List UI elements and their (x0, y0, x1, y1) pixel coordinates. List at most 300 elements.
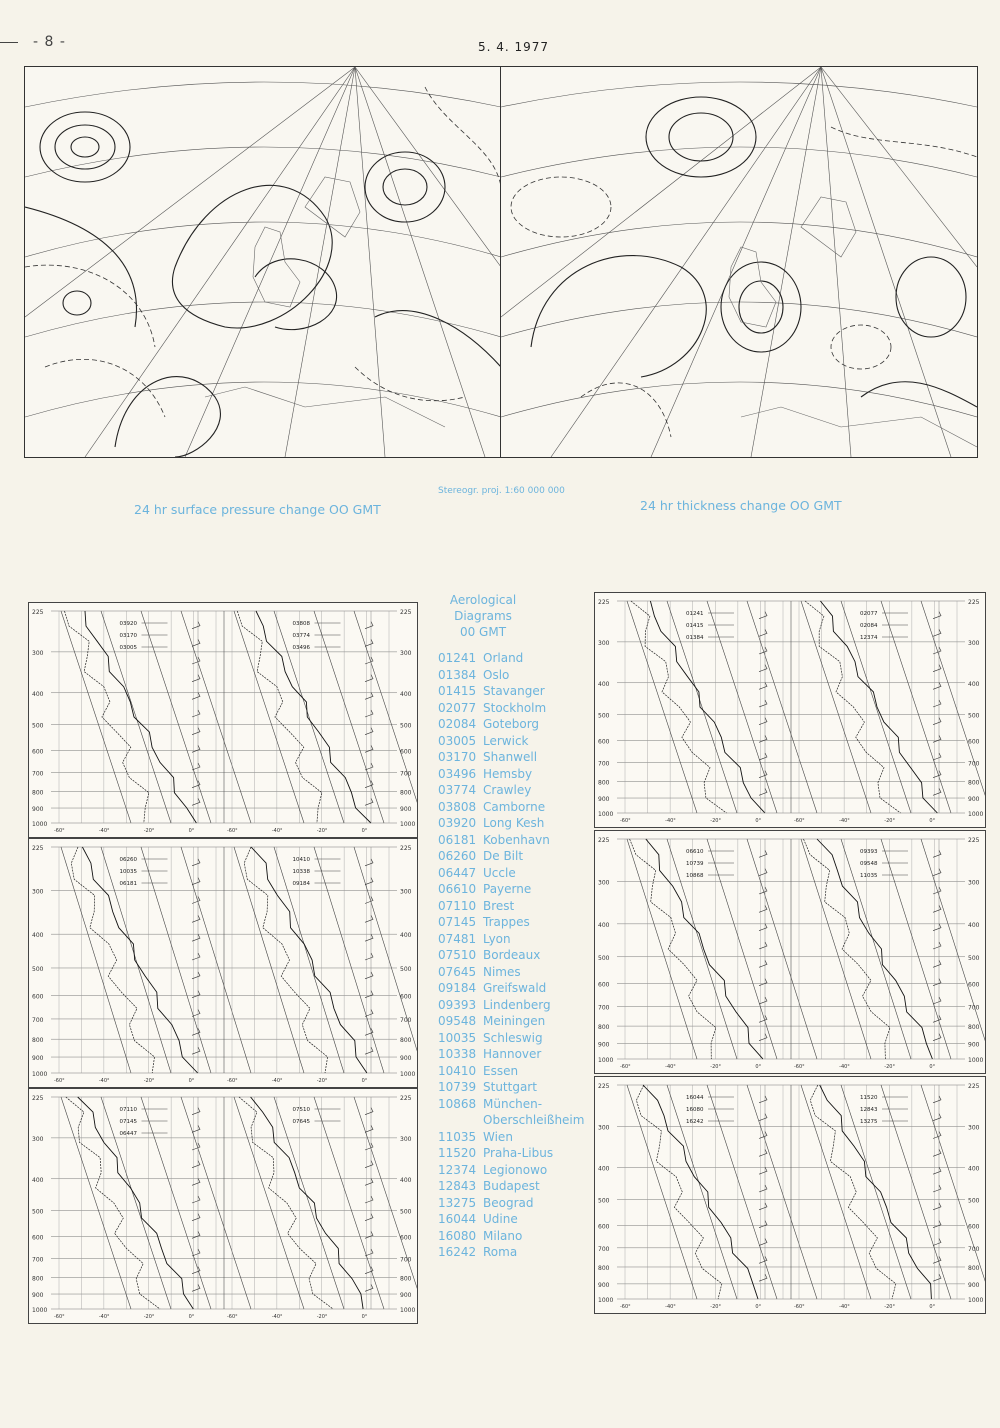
legend-title (438, 592, 528, 640)
station-name: Udine (483, 1212, 518, 1226)
station-name: Trappes (483, 915, 530, 929)
station-row (438, 1145, 584, 1162)
wind-barb-icon (192, 878, 200, 885)
pressure-label-right: 400 (400, 932, 412, 940)
temp-tick-label: -60° (620, 1304, 631, 1310)
wind-barb-icon (365, 1178, 373, 1185)
pressure-label-left: 900 (598, 796, 610, 804)
temp-tick-label: -20° (316, 1314, 328, 1320)
temp-tick-label: -40° (839, 818, 850, 824)
wind-barb-icon (759, 682, 767, 689)
pressure-label-left: 225 (598, 1083, 610, 1090)
temp-tick-label: 0° (755, 1304, 762, 1310)
wind-barb-icon (759, 700, 767, 707)
wind-barb-icon (365, 1125, 373, 1132)
temp-tick-label: -40° (98, 828, 110, 834)
station-row (438, 1244, 584, 1261)
temp-tick-label: 0° (361, 828, 368, 834)
wind-barb-icon (933, 1149, 941, 1156)
pressure-label-right: 500 (968, 954, 980, 962)
station-row (438, 700, 584, 717)
wind-barb-icon (365, 1196, 373, 1203)
station-row (438, 832, 584, 849)
wind-barb-icon (365, 1143, 373, 1150)
wind-barb-icon (365, 622, 373, 629)
station-row (438, 865, 584, 882)
diagram-station-id: 07510 (292, 1107, 310, 1113)
wind-barb-icon (933, 735, 941, 742)
pressure-label-right: 300 (968, 879, 980, 887)
station-row (438, 1195, 584, 1212)
temp-tick-label: 0° (755, 818, 762, 824)
diagram-station-id: 10410 (292, 857, 310, 863)
wind-barb-icon (759, 718, 767, 725)
pressure-label-left: 900 (32, 806, 44, 814)
pressure-label-left: 700 (32, 770, 44, 778)
station-name: Lyon (483, 931, 511, 946)
pressure-label-right: 1000 (400, 1307, 416, 1314)
pressure-label-right: 800 (400, 789, 412, 797)
aerological-panel-3 (28, 838, 418, 1088)
pressure-label-left: 300 (598, 639, 610, 647)
wind-barb-icon (759, 1167, 767, 1174)
temp-tick-label: -60° (620, 1064, 631, 1070)
pressure-label-right: 400 (400, 690, 412, 698)
wind-barb-icon (759, 1034, 767, 1041)
wind-barb-icon (933, 942, 941, 949)
station-row (438, 1079, 584, 1096)
station-code: 03774 (438, 783, 477, 797)
pressure-label-left: 400 (32, 1176, 44, 1184)
pressure-label-left: 900 (598, 1041, 610, 1049)
station-name: Greifswald (483, 981, 547, 995)
station-row (438, 848, 584, 865)
wind-barb-icon (192, 859, 200, 866)
station-code: 12843 (438, 1179, 477, 1193)
pressure-label-right: 1000 (400, 821, 416, 828)
wind-barb-icon (365, 728, 373, 735)
temp-tick-label: -20° (884, 818, 895, 824)
wind-barb-icon (933, 753, 941, 760)
station-code: 06447 (438, 865, 477, 880)
pressure-label-left: 500 (32, 1208, 44, 1216)
station-code: 10338 (438, 1047, 477, 1061)
station-name: Praha-Libus (483, 1146, 554, 1160)
wind-barb-icon (365, 710, 373, 717)
wind-barb-icon (192, 639, 200, 646)
wind-barb-icon (933, 1015, 941, 1022)
pressure-label-left: 800 (598, 1024, 610, 1032)
wind-barb-icon (933, 1203, 941, 1210)
pressure-label-left: 800 (32, 789, 44, 797)
pressure-label-right: 600 (400, 993, 412, 1001)
temp-tick-label: 0° (188, 828, 195, 834)
wind-barb-icon (933, 1132, 941, 1139)
wind-barb-icon (192, 798, 200, 805)
pressure-label-left: 1000 (32, 1307, 48, 1314)
station-name: Uccle (483, 865, 516, 880)
aerological-panel-4 (594, 830, 986, 1074)
station-name: Goteborg (483, 717, 540, 731)
temp-tick-label: -60° (620, 818, 631, 824)
station-code: 03920 (438, 816, 477, 830)
station-row (438, 947, 584, 964)
station-code: 09393 (438, 997, 477, 1012)
station-code: 09184 (438, 981, 477, 995)
pressure-label-right: 400 (400, 1176, 412, 1184)
station-code: 07481 (438, 931, 477, 946)
pressure-label-right: 900 (400, 1292, 412, 1300)
wind-barb-icon (365, 953, 373, 960)
wind-barb-icon (759, 1203, 767, 1210)
wind-barb-icon (759, 1015, 767, 1022)
station-row (438, 931, 584, 948)
station-code: 11520 (438, 1146, 477, 1160)
temp-tick-label: -20° (884, 1064, 895, 1070)
diagram-station-id: 11520 (860, 1095, 878, 1101)
pressure-label-right: 1000 (400, 1071, 416, 1078)
wind-barb-icon (759, 1221, 767, 1228)
diagram-station-id: 03496 (292, 645, 310, 651)
temp-tick-label: -40° (665, 1304, 676, 1310)
pressure-label-right: 225 (400, 1095, 412, 1102)
pressure-label-left: 500 (598, 1197, 610, 1205)
station-code: 06181 (438, 832, 477, 847)
wind-barb-icon (192, 1125, 200, 1132)
pressure-label-right: 500 (400, 965, 412, 973)
diagram-station-id: 03920 (119, 621, 137, 627)
station-code: 03170 (438, 750, 477, 764)
diagram-station-id: 03774 (292, 633, 310, 639)
pressure-label-left: 600 (598, 1223, 610, 1231)
wind-barb-icon (933, 960, 941, 967)
wind-barb-icon (192, 1284, 200, 1291)
station-name: Hemsby (483, 766, 533, 781)
wind-barb-icon (933, 1221, 941, 1228)
wind-barb-icon (365, 692, 373, 699)
pressure-label-left: 225 (598, 599, 610, 606)
temp-tick-label: -60° (227, 1078, 238, 1084)
station-code: 06260 (438, 849, 477, 863)
station-name: Nimes (483, 964, 521, 979)
station-row (438, 980, 584, 997)
station-name: München- (483, 1096, 543, 1111)
station-code: 12374 (438, 1162, 477, 1177)
pressure-label-left: 1000 (598, 811, 614, 818)
station-name: Lindenberg (483, 997, 551, 1012)
diagram-station-id: 13275 (860, 1119, 878, 1125)
pressure-label-right: 800 (400, 1037, 412, 1045)
pressure-label-left: 800 (32, 1037, 44, 1045)
pressure-label-left: 300 (598, 879, 610, 887)
station-name: De Bilt (483, 849, 524, 863)
diagram-station-id: 09393 (860, 849, 878, 855)
wind-barb-icon (192, 915, 200, 922)
wind-barb-icon (759, 788, 767, 795)
station-code: 03005 (438, 733, 477, 748)
station-row (438, 650, 584, 667)
wind-barb-icon (933, 905, 941, 912)
pressure-label-right: 700 (968, 760, 980, 768)
pressure-label-right: 500 (400, 1208, 412, 1216)
station-code: 07645 (438, 964, 477, 979)
diagram-station-id: 06181 (119, 881, 137, 887)
temp-tick-label: -60° (794, 818, 805, 824)
page-number: - 8 - (33, 34, 66, 50)
wind-barb-icon (192, 1178, 200, 1185)
thickness-map-caption: 24 hr thickness change OO GMT (640, 498, 842, 513)
station-name: Hannover (483, 1047, 542, 1061)
diagram-station-id: 16044 (686, 1095, 704, 1101)
station-row (438, 683, 584, 700)
station-list (438, 650, 584, 1112)
temp-tick-label: -60° (54, 1078, 65, 1084)
wind-barb-icon (759, 753, 767, 760)
station-row (438, 881, 584, 898)
wind-barb-icon (933, 612, 941, 619)
station-code: 01241 (438, 651, 477, 665)
pressure-label-right: 800 (968, 1024, 980, 1032)
diagram-station-id: 16080 (686, 1107, 704, 1113)
diagram-station-id: 16242 (686, 1119, 704, 1125)
pressure-label-left: 400 (32, 932, 44, 940)
station-row (438, 1046, 584, 1063)
temp-tick-label: -40° (839, 1064, 850, 1070)
pressure-label-left: 800 (598, 779, 610, 787)
wind-barb-icon (759, 1256, 767, 1263)
station-legend (438, 592, 584, 1261)
temp-tick-label: -60° (54, 828, 65, 834)
station-row (438, 964, 584, 981)
panel-1-chart (29, 603, 417, 837)
diagram-station-id: 01241 (686, 611, 704, 617)
pressure-label-left: 700 (598, 1004, 610, 1012)
pressure-label-left: 400 (598, 921, 610, 929)
station-code: 03496 (438, 766, 477, 781)
legend-title-line3: 00 GMT (459, 625, 507, 639)
temp-tick-label: -60° (794, 1304, 805, 1310)
station-row (438, 799, 584, 816)
wind-barb-icon (759, 1132, 767, 1139)
wind-barb-icon (192, 934, 200, 941)
temp-tick-label: -60° (794, 1064, 805, 1070)
pressure-label-right: 500 (968, 712, 980, 720)
station-name: Orland (483, 651, 524, 665)
pressure-label-right: 900 (968, 796, 980, 804)
station-row (438, 1129, 584, 1146)
wind-barb-icon (192, 692, 200, 699)
wind-barb-icon (759, 612, 767, 619)
temp-tick-label: -40° (271, 1314, 283, 1320)
pressure-label-left: 1000 (32, 1071, 48, 1078)
station-code: 13275 (438, 1195, 477, 1210)
wind-barb-icon (365, 1214, 373, 1221)
pressure-label-left: 900 (598, 1281, 610, 1289)
pressure-label-left: 900 (32, 1292, 44, 1300)
station-name: Milano (483, 1228, 523, 1243)
pressure-label-left: 300 (32, 1135, 44, 1143)
wind-barb-icon (192, 897, 200, 904)
temp-tick-label: 0° (361, 1078, 368, 1084)
pressure-label-left: 225 (598, 837, 610, 844)
diagram-station-id: 06447 (119, 1131, 137, 1137)
station-name: Beograd (483, 1195, 534, 1210)
wind-barb-icon (759, 1149, 767, 1156)
wind-barb-icon (365, 878, 373, 885)
temp-tick-label: 0° (929, 818, 936, 824)
pressure-label-right: 500 (968, 1197, 980, 1205)
wind-barb-icon (759, 942, 767, 949)
station-name: Stuttgart (483, 1080, 537, 1094)
wind-barb-icon (365, 915, 373, 922)
pressure-label-left: 700 (32, 1256, 44, 1264)
station-row (438, 1162, 584, 1179)
aerological-panel-1 (28, 602, 418, 838)
station-row (438, 898, 584, 915)
wind-barb-icon (759, 665, 767, 672)
wind-barb-icon (192, 1143, 200, 1150)
station-name: Legionowo (483, 1162, 548, 1177)
station-name: Budapest (483, 1179, 540, 1193)
aerological-panel-6 (594, 1076, 986, 1314)
pressure-label-left: 300 (32, 888, 44, 896)
station-row (438, 1030, 584, 1047)
station-name: Shanwell (483, 750, 538, 764)
pressure-label-left: 1000 (598, 1057, 614, 1064)
station-name: Crawley (483, 783, 532, 797)
diagram-station-id: 10338 (292, 869, 310, 875)
wind-barb-icon (933, 997, 941, 1004)
pressure-label-left: 700 (32, 1016, 44, 1024)
wind-barb-icon (759, 924, 767, 931)
temp-tick-label: -20° (143, 1078, 155, 1084)
diagram-station-id: 07645 (292, 1119, 310, 1125)
diagram-station-id: 03808 (292, 621, 310, 627)
wind-barb-icon (192, 1108, 200, 1115)
temp-tick-label: -40° (839, 1304, 850, 1310)
diagram-station-id: 10035 (119, 869, 137, 875)
wind-barb-icon (933, 647, 941, 654)
wind-barb-icon (365, 1108, 373, 1115)
temp-tick-label: -20° (710, 818, 721, 824)
station-row (438, 716, 584, 733)
pressure-label-left: 500 (598, 954, 610, 962)
temp-tick-label: 0° (755, 1064, 762, 1070)
wind-barb-icon (759, 771, 767, 778)
pressure-label-right: 300 (968, 1124, 980, 1132)
station-name: Stockholm (483, 700, 547, 715)
station-code: 02084 (438, 717, 477, 731)
wind-barb-icon (365, 657, 373, 664)
pressure-label-left: 400 (598, 680, 610, 688)
station-row (438, 766, 584, 783)
station-name: Long Kesh (483, 816, 545, 830)
wind-barb-icon (933, 869, 941, 876)
diagram-station-id: 10868 (686, 873, 704, 879)
pressure-label-right: 500 (400, 722, 412, 730)
wind-barb-icon (365, 972, 373, 979)
pressure-map-caption: 24 hr surface pressure change OO GMT (134, 502, 381, 517)
diagram-station-id: 02084 (860, 623, 878, 629)
pressure-label-left: 600 (598, 981, 610, 989)
pressure-label-left: 600 (32, 748, 44, 756)
station-row (438, 1211, 584, 1228)
station-code: 10739 (438, 1080, 477, 1094)
wind-barb-icon (933, 979, 941, 986)
station-code: 01384 (438, 667, 477, 682)
pressure-label-right: 1000 (968, 811, 984, 818)
wind-barb-icon (933, 788, 941, 795)
station-code: 16044 (438, 1212, 477, 1226)
pressure-label-left: 700 (598, 1245, 610, 1253)
pressure-label-right: 900 (400, 806, 412, 814)
wind-barb-icon (365, 1047, 373, 1054)
station-row (438, 1228, 584, 1245)
wind-barb-icon (365, 897, 373, 904)
diagram-station-id: 12843 (860, 1107, 878, 1113)
wind-barb-icon (365, 745, 373, 752)
wind-barb-icon (759, 629, 767, 636)
station-code: 07510 (438, 948, 477, 962)
pressure-label-right: 225 (400, 845, 412, 852)
pressure-label-left: 300 (598, 1124, 610, 1132)
pressure-label-left: 300 (32, 649, 44, 657)
wind-barb-icon (933, 1167, 941, 1174)
wind-barb-icon (192, 728, 200, 735)
wind-barb-icon (933, 629, 941, 636)
station-row (438, 782, 584, 799)
pressure-label-left: 600 (598, 738, 610, 746)
wind-barb-icon (933, 1114, 941, 1121)
temp-tick-label: -20° (143, 1314, 155, 1320)
temp-tick-label: 0° (929, 1064, 936, 1070)
temp-tick-label: -40° (98, 1314, 110, 1320)
station-row (438, 914, 584, 931)
thickness-map-drawing (501, 67, 977, 457)
temp-tick-label: 0° (929, 1304, 936, 1310)
station-name: Schleswig (483, 1030, 543, 1045)
temp-tick-label: -60° (227, 828, 238, 834)
station-code: 07145 (438, 915, 477, 929)
wind-barb-icon (759, 979, 767, 986)
station-name: Roma (483, 1245, 518, 1259)
station-list-2 (438, 1129, 584, 1261)
station-name: Meiningen (483, 1014, 546, 1028)
pressure-label-right: 600 (400, 748, 412, 756)
wind-barb-icon (192, 1231, 200, 1238)
pressure-label-right: 300 (400, 649, 412, 657)
aerological-panel-5 (28, 1088, 418, 1324)
wind-barb-icon (192, 1196, 200, 1203)
diagram-station-id: 07145 (119, 1119, 137, 1125)
pressure-label-left: 400 (32, 690, 44, 698)
wind-barb-icon (365, 991, 373, 998)
wind-barb-icon (933, 1096, 941, 1103)
station-row (438, 997, 584, 1014)
pressure-label-left: 400 (598, 1165, 610, 1173)
page-date: 5. 4. 1977 (478, 40, 550, 54)
pressure-label-left: 225 (32, 609, 44, 616)
pressure-label-right: 800 (968, 779, 980, 787)
station-row (438, 749, 584, 766)
wind-barb-icon (759, 1274, 767, 1281)
diagram-station-id: 01415 (686, 623, 704, 629)
pressure-map-drawing (25, 67, 501, 457)
temp-tick-label: -20° (710, 1064, 721, 1070)
pressure-label-left: 800 (32, 1275, 44, 1283)
wind-barb-icon (759, 997, 767, 1004)
wind-barb-icon (192, 972, 200, 979)
